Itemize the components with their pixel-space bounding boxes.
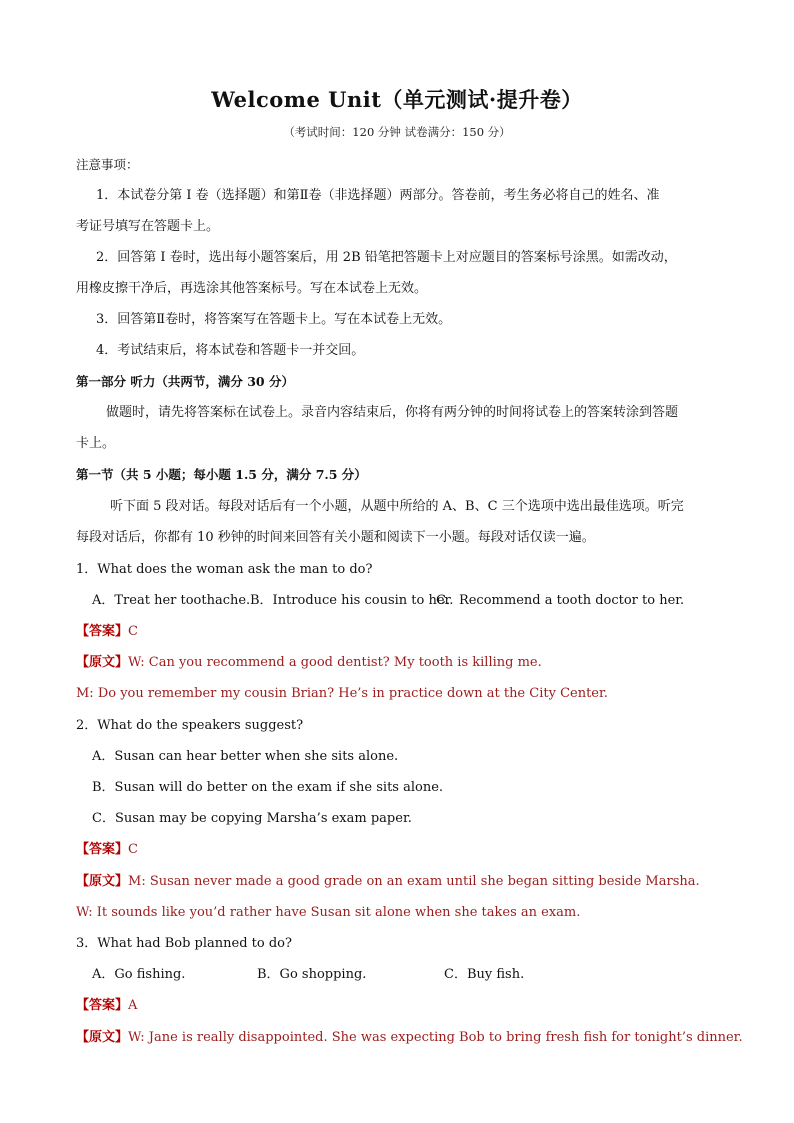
part1-heading: 第一部分 听力（共两节，满分 30 分） [76, 374, 294, 389]
part1-intro-line-2: 卡上。 [76, 436, 116, 451]
question-3-stem: 3．What had Bob planned to do? [76, 936, 292, 951]
notice-heading: 注意事项： [76, 157, 139, 172]
question-2-option-a: A．Susan can hear better when she sits alone. [92, 749, 399, 764]
answer-label: 【答案】 [76, 842, 129, 857]
question-1-option-a: A．Treat her toothache. [92, 593, 251, 608]
question-1-answer [76, 623, 138, 641]
question-2-option-c: C．Susan may be copying Marsha’s exam paper. [92, 811, 412, 826]
transcript-line: W: Jane is really disappointed. She was expecting Bob to bring fresh fish for tonight’s dinner. [128, 1030, 743, 1045]
answer-value: A [128, 998, 138, 1013]
question-1-option-c: C．Recommend a tooth doctor to her. [436, 593, 685, 608]
notice-item-2-line-2: 用橡皮擦干净后，再选涂其他答案标号。写在本试卷上无效。 [76, 281, 428, 296]
notice-item-3: 3．回答第Ⅱ卷时，将答案写在答题卡上。写在本试卷上无效。 [96, 312, 452, 327]
question-1-transcript [76, 654, 542, 672]
question-3-option-b: B．Go shopping. [257, 967, 367, 982]
question-2-stem: 2．What do the speakers suggest? [76, 718, 304, 733]
question-3-answer [76, 997, 137, 1015]
question-2-transcript [76, 873, 700, 891]
answer-label: 【答案】 [76, 624, 129, 639]
question-2-transcript-line-2: W: It sounds like you’d rather have Susan sit alone when she takes an exam. [76, 905, 581, 920]
section1-intro-line-1: 听下面 5 段对话。每段对话后有一个小题，从题中所给的 A、B、C 三个选项中选出最佳选项。听完 [110, 499, 684, 514]
question-1-option-b: B．Introduce his cousin to her. [250, 593, 454, 608]
section1-heading: 第一节（共 5 小题；每小题 1.5 分，满分 7.5 分） [76, 467, 367, 482]
transcript-line: W: Can you recommend a good dentist? My tooth is killing me. [128, 655, 542, 670]
question-3-option-c: C．Buy fish. [444, 967, 525, 982]
answer-value: C [128, 624, 138, 639]
question-3-option-a: A．Go fishing. [92, 967, 186, 982]
notice-item-4: 4．考试结束后，将本试卷和答题卡一并交回。 [96, 343, 365, 358]
answer-value: C [128, 842, 138, 857]
question-3-transcript [76, 1029, 743, 1047]
transcript-label: 【原文】 [76, 874, 129, 889]
notice-item-1-line-2: 考证号填写在答题卡上。 [76, 219, 220, 234]
question-1-options [92, 592, 684, 610]
section1-intro-line-2: 每段对话后，你都有 10 秒钟的时间来回答有关小题和阅读下一小题。每段对话仅读一遍。 [76, 530, 595, 545]
question-2-option-b: B．Susan will do better on the exam if she sits alone. [92, 780, 444, 795]
transcript-line: M: Susan never made a good grade on an exam until she began sitting beside Marsha. [128, 874, 700, 889]
exam-info: （考试时间：120 分钟 试卷满分：150 分） [283, 125, 511, 139]
question-2-answer [76, 841, 138, 859]
question-1-transcript-line-2: M: Do you remember my cousin Brian? He’s in practice down at the City Center. [76, 686, 608, 701]
transcript-label: 【原文】 [76, 1030, 129, 1045]
notice-item-2-line-1: 2．回答第 I 卷时，选出每小题答案后，用 2B 铅笔把答题卡上对应题目的答案标号涂黑。如需改动， [96, 250, 677, 265]
answer-label: 【答案】 [76, 998, 129, 1013]
transcript-label: 【原文】 [76, 655, 129, 670]
notice-item-1-line-1: 1．本试卷分第 I 卷（选择题）和第Ⅱ卷（非选择题）两部分。答卷前，考生务必将自己的姓名、准 [96, 188, 660, 203]
part1-intro-line-1: 做题时，请先将答案标在试卷上。录音内容结束后，你将有两分钟的时间将试卷上的答案转涂到答题 [106, 405, 679, 420]
page-title: Welcome Unit（单元测试·提升卷） [211, 87, 583, 112]
question-1-stem: 1．What does the woman ask the man to do? [76, 562, 373, 577]
question-3-options [92, 966, 524, 984]
